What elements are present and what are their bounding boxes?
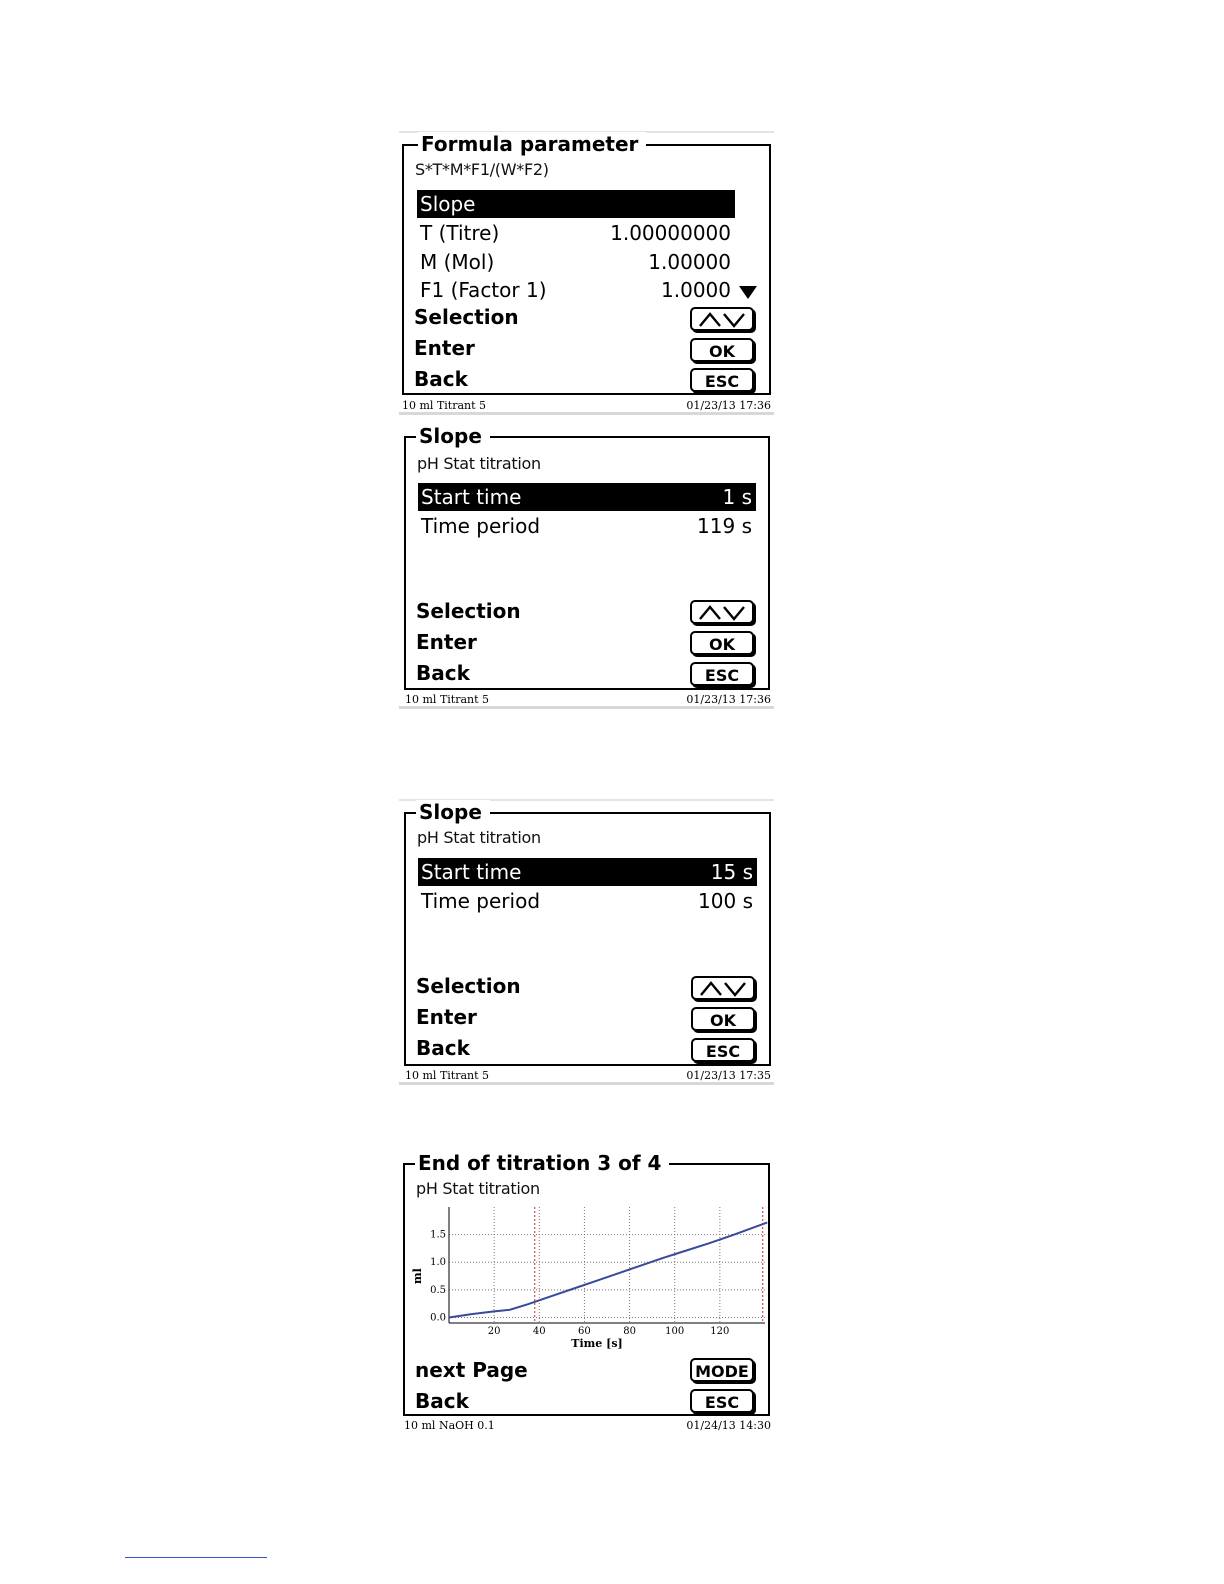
dialog-frame (404, 424, 770, 690)
dialog-frame (402, 132, 771, 395)
param-label: Time period (421, 889, 541, 913)
status-datetime: 01/23/13 17:36 (686, 399, 771, 412)
x-tick-label: 80 (623, 1326, 636, 1337)
param-label: T (Titre) (420, 221, 500, 245)
param-row-titre[interactable] (417, 219, 735, 247)
status-left: 10 ml NaOH 0.1 (404, 1419, 495, 1432)
screen-slope-2 (399, 799, 774, 1089)
param-row-slope[interactable] (417, 190, 735, 218)
param-value: 15 s (710, 860, 753, 884)
ok-key[interactable]: OK (691, 1007, 755, 1031)
status-left: 10 ml Titrant 5 (405, 693, 490, 706)
y-tick-label: 0.5 (430, 1284, 446, 1296)
status-left: 10 ml Titrant 5 (405, 1069, 490, 1082)
selection-arrows-key[interactable] (691, 976, 755, 1000)
dialog-title: Slope (416, 800, 490, 824)
scroll-down-triangle-icon[interactable] (738, 284, 758, 300)
selection-arrows-key[interactable] (690, 307, 754, 331)
up-down-arrows-icon (698, 981, 748, 997)
footnote-rule (125, 1557, 267, 1558)
enter-label: Enter (416, 1005, 477, 1029)
status-datetime: 01/23/13 17:35 (686, 1069, 771, 1082)
selection-label: Selection (416, 974, 521, 998)
param-value: 1 s (722, 485, 752, 509)
screen-bottom-edge (399, 706, 774, 709)
status-bar (405, 1069, 771, 1083)
param-label: Start time (421, 485, 522, 509)
x-tick-label: 100 (665, 1326, 685, 1337)
screen-formula-parameter (399, 131, 774, 416)
param-row-start-time[interactable] (418, 858, 757, 886)
x-tick-label: 40 (532, 1326, 546, 1337)
enter-label: Enter (414, 336, 475, 360)
esc-key[interactable]: ESC (691, 1038, 755, 1062)
ok-key[interactable]: OK (690, 631, 754, 655)
dialog-title: Slope (416, 424, 490, 448)
dialog-frame (404, 800, 771, 1066)
subtitle: pH Stat titration (416, 1179, 540, 1198)
up-down-arrows-icon (697, 605, 747, 621)
formula-subtitle: S*T*M*F1/(W*F2) (415, 160, 549, 179)
param-row-time-period[interactable] (418, 512, 756, 540)
screen-bottom-edge (399, 1082, 774, 1085)
dialog-frame (403, 1151, 770, 1416)
y-tick-label: 0.0 (430, 1312, 446, 1324)
subtitle: pH Stat titration (417, 828, 541, 847)
status-bar (402, 399, 771, 413)
x-tick-label: 60 (578, 1326, 591, 1337)
mode-key[interactable]: MODE (690, 1358, 754, 1382)
screen-slope-1 (399, 425, 774, 710)
screen-bottom-edge (399, 412, 774, 415)
param-label: Start time (421, 860, 522, 884)
status-datetime: 01/23/13 17:36 (686, 693, 771, 706)
selection-label: Selection (416, 599, 521, 623)
param-row-factor1[interactable] (417, 276, 735, 304)
next-page-label: next Page (415, 1358, 528, 1382)
esc-key[interactable]: ESC (690, 662, 754, 686)
x-tick-label: 20 (487, 1326, 501, 1337)
param-row-start-time[interactable] (418, 483, 756, 511)
dialog-title: Formula parameter (418, 132, 646, 156)
subtitle: pH Stat titration (417, 454, 541, 473)
param-label: M (Mol) (420, 250, 495, 274)
enter-label: Enter (416, 630, 477, 654)
x-tick-label: 120 (710, 1326, 730, 1337)
esc-key[interactable]: ESC (690, 1389, 754, 1413)
back-label: Back (414, 367, 468, 391)
y-axis-label: ml (411, 1268, 424, 1284)
param-label: Time period (421, 514, 541, 538)
param-value: 100 s (698, 889, 753, 913)
param-value: 1.0000 (661, 278, 731, 302)
y-tick-label: 1.5 (430, 1229, 446, 1241)
esc-key[interactable]: ESC (690, 368, 754, 392)
param-value: 1.00000000 (610, 221, 731, 245)
status-bar (404, 1419, 771, 1433)
param-row-mol[interactable] (417, 248, 735, 276)
selection-arrows-key[interactable] (690, 600, 754, 624)
screen-end-of-titration (399, 1150, 774, 1440)
x-axis-label: Time [s] (571, 1337, 623, 1350)
status-bar (405, 693, 771, 707)
param-row-time-period[interactable] (418, 887, 757, 915)
dialog-title: End of titration 3 of 4 (415, 1151, 669, 1175)
back-label: Back (416, 1036, 470, 1060)
param-label: F1 (Factor 1) (420, 278, 547, 302)
param-value: 1.00000 (648, 250, 731, 274)
status-datetime: 01/24/13 14:30 (686, 1419, 771, 1432)
titration-chart (409, 1203, 769, 1353)
back-label: Back (415, 1389, 469, 1413)
ok-key[interactable]: OK (690, 338, 754, 362)
selection-label: Selection (414, 305, 519, 329)
status-left: 10 ml Titrant 5 (402, 399, 487, 412)
back-label: Back (416, 661, 470, 685)
param-label: Slope (420, 192, 476, 216)
param-value: 119 s (697, 514, 752, 538)
up-down-arrows-icon (697, 312, 747, 328)
y-tick-label: 1.0 (430, 1257, 446, 1269)
